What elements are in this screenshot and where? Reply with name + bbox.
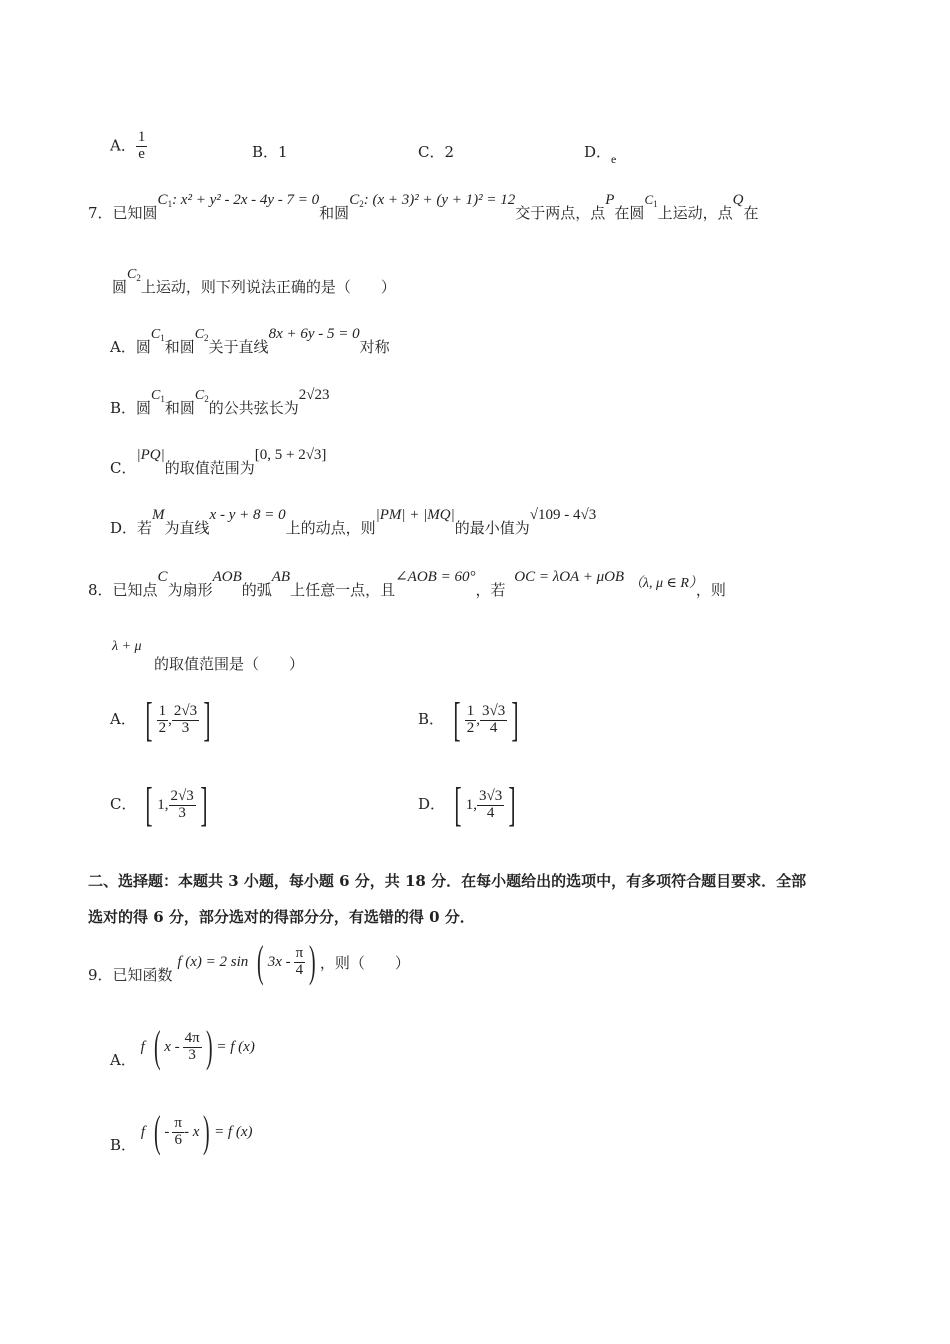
q6-option-d: D．$_e$: [584, 143, 617, 166]
section2-line2: 选对的得 6 分，部分选对的得部分分，有选错的得 0 分．: [88, 908, 475, 926]
q8-stem: 8．已知点C为扇形AOB的弧AB上任意一点，且∠AOB = 60°，若 OC = λOA + μOB （λ, μ ∈ R），则: [88, 569, 726, 599]
q7-stem: 7．已知圆$C_1$: x² + y² - 2x - 4y - 7 = 0和圆$C_2$: (x + 3)² + (y + 1)² = 12交于两点，点P在圆$C_1$上运动，点Q在: [88, 192, 759, 222]
q7-option-c: C．|PQ|的取值范围为[0, 5 + 2√3]: [110, 447, 327, 477]
q8-option-b: B． [ $\frac{1}{2}$ , $\frac{3√3}{4}$ ]: [418, 693, 519, 746]
q8-stem-line2: λ + μ 的取值范围是（ ）: [112, 639, 305, 673]
q6-option-b: B．1: [252, 143, 288, 161]
q7-stem-line2: 圆$C_2$上运动，则下列说法正确的是（ ）: [112, 267, 396, 296]
q7-option-d: D．若M为直线x - y + 8 = 0上的动点，则|PM| + |MQ|的最小值为√109 - 4√3: [110, 507, 597, 537]
q7-option-b: B．圆$C_1$和圆$C_2$的公共弦长为2√23: [110, 387, 330, 417]
q9-option-b: B． f ( - $\frac{\pi}{6}$ - x ) = f (x): [110, 1107, 253, 1156]
q6-option-c: C．2: [418, 143, 455, 161]
q9-option-a: A． f ( x - $\frac{4\pi}{3}$ ) = f (x): [110, 1022, 255, 1071]
q7-option-a: A．圆$C_1$和圆$C_2$关于直线8x + 6y - 5 = 0对称: [110, 326, 390, 356]
q6-option-a: A． $\frac{1}{e}$: [110, 129, 146, 162]
q8-option-a: A． [ $\frac{1}{2}$ , $\frac{2√3}{3}$ ]: [110, 693, 211, 746]
section2-line1: 二、选择题：本题共 3 小题，每小题 6 分，共 18 分．在每小题给出的选项中，有多项符合题目要求．全部: [88, 872, 807, 890]
q8-option-d: D． [ 1 , $\frac{3√3}{4}$ ]: [418, 778, 516, 831]
q8-option-c: C． [ 1 , $\frac{2√3}{3}$ ]: [110, 778, 208, 831]
q9-stem: 9．已知函数 f (x) = 2 sin ( 3x - $\frac{\pi}{4}$ ) ，则（ ）: [88, 937, 410, 986]
